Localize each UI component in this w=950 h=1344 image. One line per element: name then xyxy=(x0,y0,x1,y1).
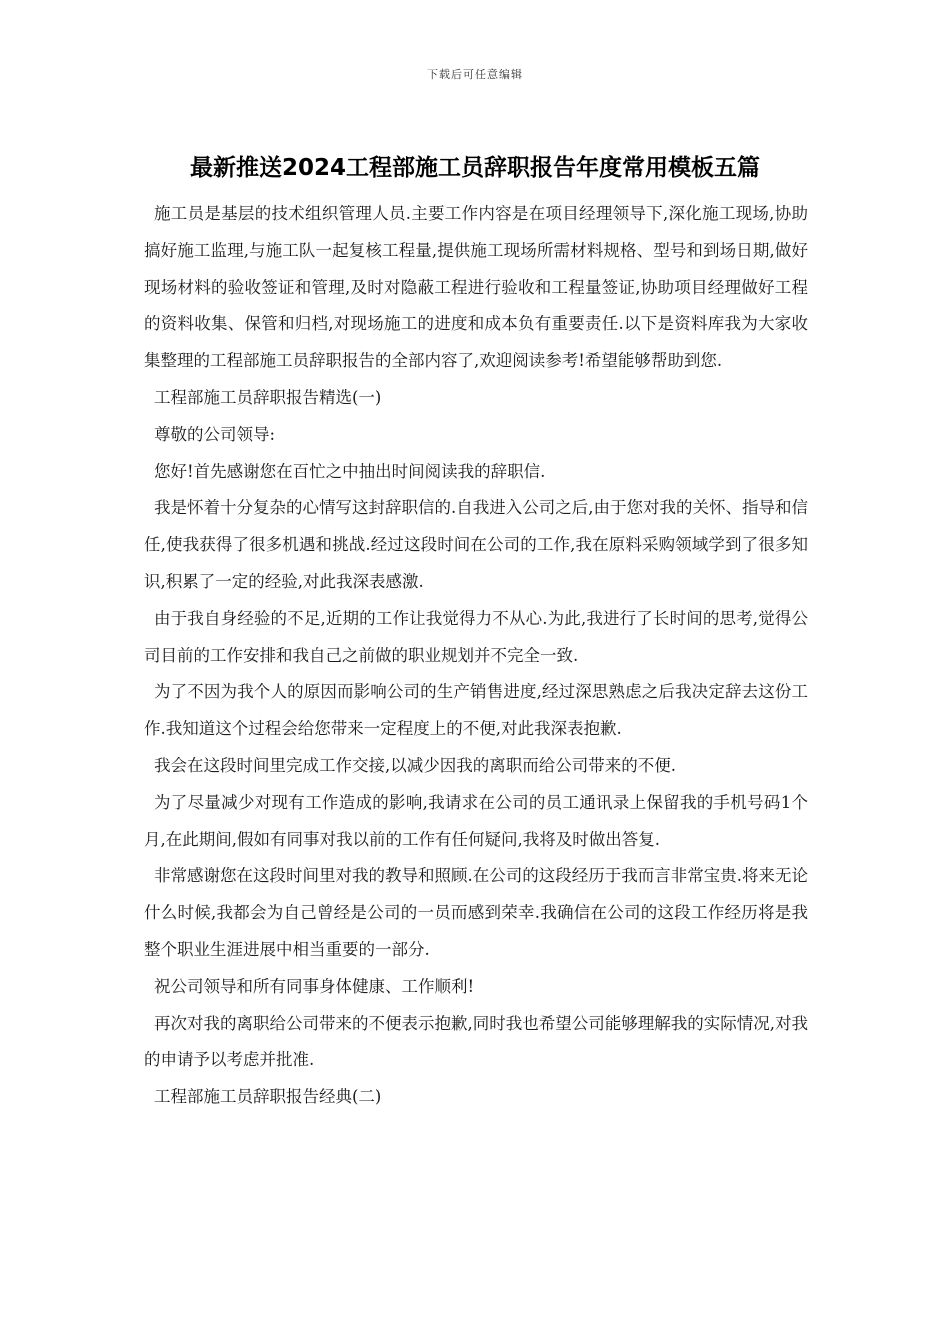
section-heading-1: 工程部施工员辞职报告精选(一) xyxy=(154,387,382,407)
header-note: 下载后可任意编辑 xyxy=(427,68,523,81)
salutation: 尊敬的公司领导: xyxy=(154,424,276,444)
body-paragraph: 非常感谢您在这段时间里对我的教导和照顾.在公司的这段经历于我而言非常宝贵.将来无论什么时候,我都会为自己曾经是公司的一员而感到荣幸.我确信在公司的这段工作经历将是我整个职业生涯进展中相当重要的一部分. xyxy=(144,866,808,959)
section-heading-2: 工程部施工员辞职报告经典(二) xyxy=(154,1087,382,1107)
closing-paragraph: 再次对我的离职给公司带来的不便表示抱歉,同时我也希望公司能够理解我的实际情况,对我的申请予以考虑并批准. xyxy=(144,1013,808,1070)
intro-paragraph: 施工员是基层的技术组织管理人员.主要工作内容是在项目经理领导下,深化施工现场,协助搞好施工监理,与施工队一起复核工程量,提供施工现场所需材料规格、型号和到场日期,做好现场材料的验收签证和管理,及时对隐蔽工程进行验收和工程量签证,协助项目经理做好工程的资料收集、保管和归档,对现场施工的进度和成本负有重要责任.以下是资料库我为大家收集整理的工程部施工员辞职报告的全部内容了,欢迎阅读参考!希望能够帮助到您. xyxy=(144,204,808,371)
document-body xyxy=(144,196,808,1116)
body-paragraph: 为了尽量减少对现有工作造成的影响,我请求在公司的员工通讯录上保留我的手机号码1个月,在此期间,假如有同事对我以前的工作有任何疑问,我将及时做出答复. xyxy=(144,792,808,849)
body-paragraph: 我会在这段时间里完成工作交接,以减少因我的离职而给公司带来的不便. xyxy=(154,755,676,775)
greeting-paragraph: 您好!首先感谢您在百忙之中抽出时间阅读我的辞职信. xyxy=(154,461,546,481)
document-title: 最新推送2024工程部施工员辞职报告年度常用模板五篇 xyxy=(189,155,760,181)
body-paragraph: 我是怀着十分复杂的心情写这封辞职信的.自我进入公司之后,由于您对我的关怀、指导和信任,使我获得了很多机遇和挑战.经过这段时间在公司的工作,我在原料采购领域学到了很多知识,积累了一定的经验,对此我深表感激. xyxy=(144,498,808,591)
body-paragraph: 为了不因为我个人的原因而影响公司的生产销售进度,经过深思熟虑之后我决定辞去这份工作.我知道这个过程会给您带来一定程度上的不便,对此我深表抱歉. xyxy=(144,682,808,739)
body-paragraph: 由于我自身经验的不足,近期的工作让我觉得力不从心.为此,我进行了长时间的思考,觉得公司目前的工作安排和我自己之前做的职业规划并不完全一致. xyxy=(144,608,808,665)
closing-wish: 祝公司领导和所有同事身体健康、工作顺利! xyxy=(154,976,475,996)
